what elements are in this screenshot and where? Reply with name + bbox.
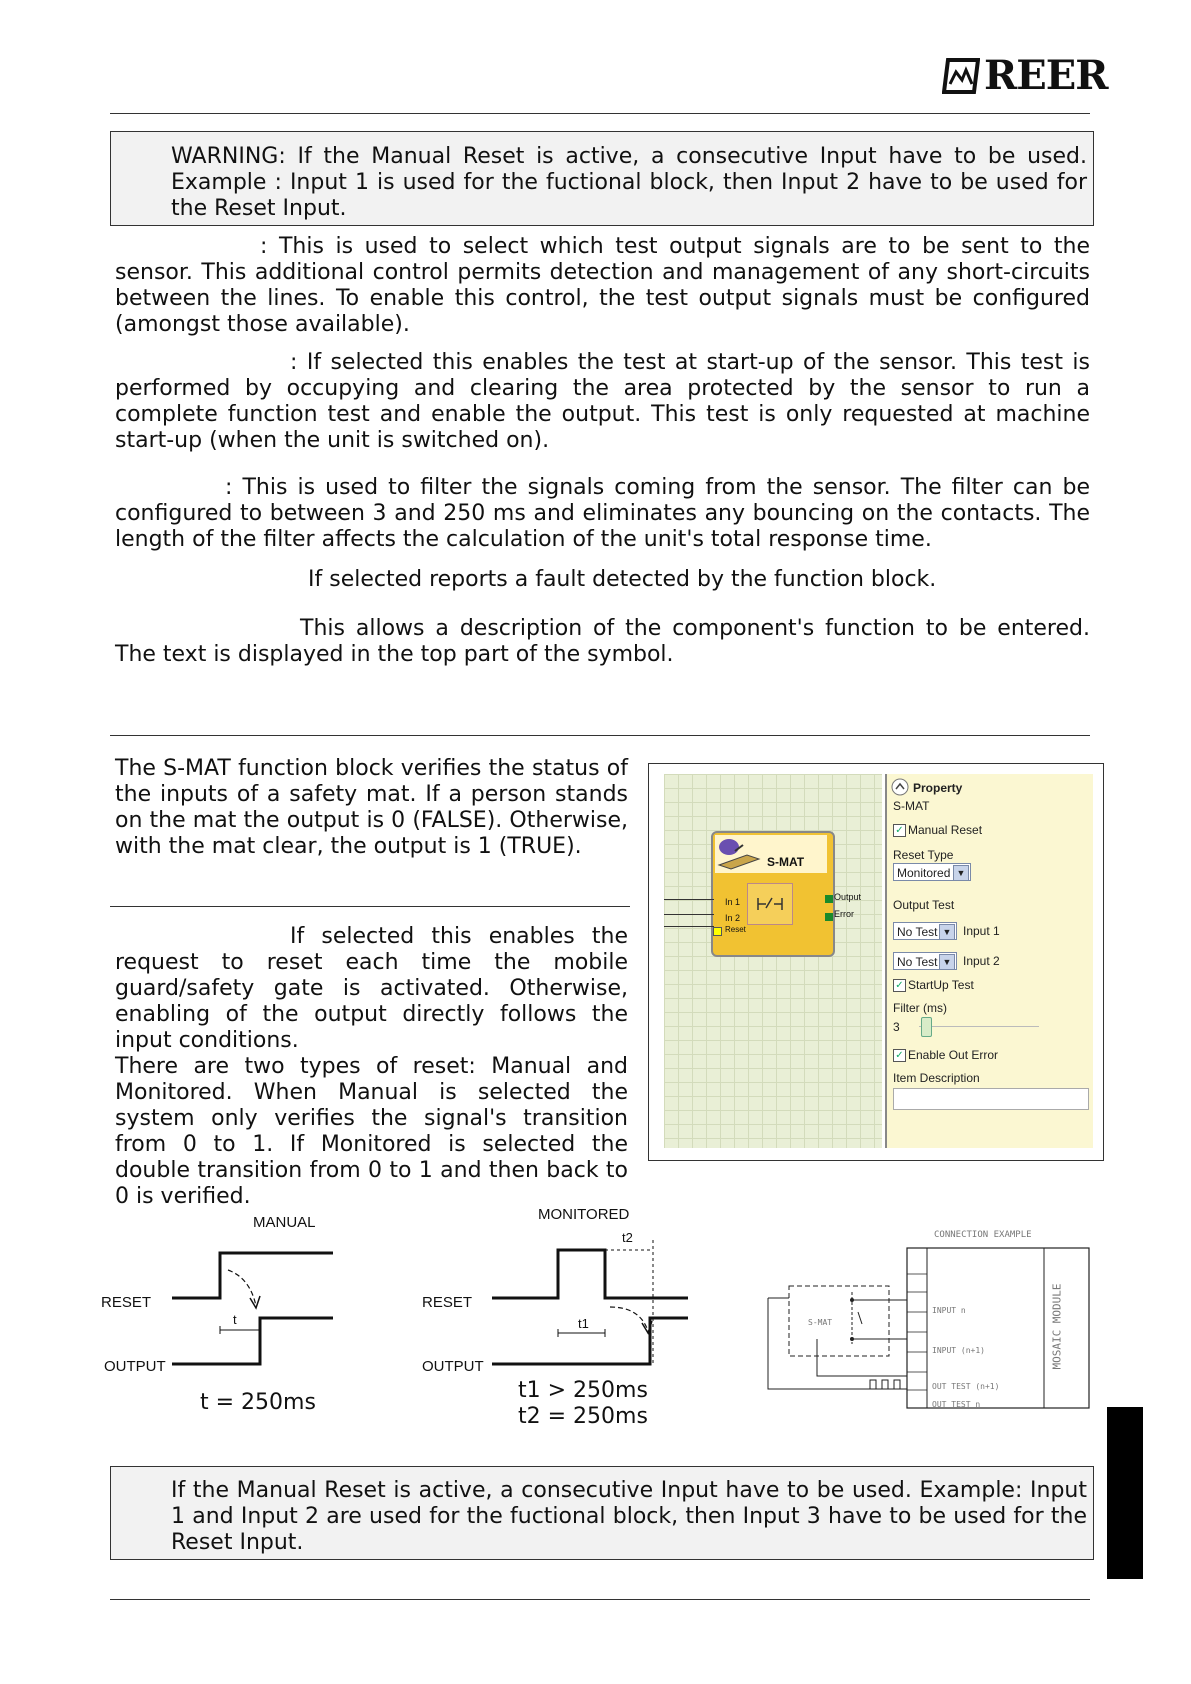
output-test-2-select[interactable]: No Test ▼ bbox=[893, 952, 957, 970]
filter-value: 3 bbox=[893, 1020, 900, 1034]
output-test-description: : This is used to select which test output signals are to be sent to the sensor. This additional control permits detection and management of any short-circuits between the lines. To enable this control, the test output signals must be configured (amongst those available). bbox=[115, 234, 1090, 337]
filter-description: : This is used to filter the signals coming from the sensor. The filter can be configured to between 3 and 250 ms and eliminates any bouncing on the contacts. The length of the filter affects the calculation of the unit's total response time. bbox=[115, 475, 1090, 552]
output-test-2-input: Input 2 bbox=[963, 954, 1000, 968]
module-label: MOSAIC MODULE bbox=[1050, 1283, 1064, 1370]
contact-icon bbox=[748, 884, 792, 924]
manual-reset-label: RESET bbox=[101, 1294, 152, 1311]
check-icon: ✓ bbox=[893, 1049, 906, 1062]
check-icon: ✓ bbox=[893, 979, 906, 992]
smat-block[interactable] bbox=[711, 831, 835, 957]
mat-label: S-MAT bbox=[808, 1318, 833, 1327]
enable-out-error-checkbox[interactable]: ✓ Enable Out Error bbox=[893, 1048, 998, 1062]
panel-block-name: S-MAT bbox=[893, 799, 930, 813]
chapter-tab bbox=[1107, 1407, 1143, 1579]
monitored-equation-2: t2 = 250ms bbox=[518, 1404, 648, 1429]
output-test-1-input: Input 1 bbox=[963, 924, 1000, 938]
column-rule bbox=[110, 906, 630, 907]
pin-in1[interactable]: In 1 bbox=[725, 897, 741, 907]
logo-text: REER bbox=[984, 52, 1108, 99]
error-pin[interactable] bbox=[825, 913, 833, 921]
manual-diagram-title: MANUAL bbox=[253, 1214, 316, 1231]
pin-reset[interactable]: Reset bbox=[725, 925, 746, 934]
startup-test-description: : If selected this enables the test at start-up of the sensor. This test is performed by occupying and clearing the area protected by the sensor to run a complete function test and enable the output. This test is only requested at machine start-up (when the unit is switched on). bbox=[115, 350, 1090, 453]
manual-timing-diagram bbox=[170, 1240, 345, 1375]
warning-box-top bbox=[110, 131, 1094, 226]
switch-symbol bbox=[747, 883, 793, 925]
reset-type-label: Reset Type bbox=[893, 848, 954, 862]
warning-text-bottom: If the Manual Reset is active, a consecutive Input have to be used. Example: Input 1 and Input 2 are used for the fuctional block, then Input 3 have to be used for the Reset Input. bbox=[171, 1478, 1087, 1555]
input-n1-label: INPUT (n+1) bbox=[932, 1346, 985, 1355]
chevron-down-icon: ▼ bbox=[953, 865, 969, 881]
smat-intro: The S-MAT function block verifies the status of the inputs of a safety mat. If a person stands on the mat the output is 0 (FALSE). Otherwise, with the mat clear, the output is 1 (TRUE). bbox=[115, 756, 628, 859]
enable-out-error-description: If selected reports a fault detected by the function block. bbox=[308, 567, 937, 592]
connection-example bbox=[762, 1226, 1102, 1416]
filter-label: Filter (ms) bbox=[893, 1001, 947, 1015]
check-icon: ✓ bbox=[893, 824, 906, 837]
warning-text-top: WARNING: If the Manual Reset is active, a consecutive Input have to be used. Example : Input 1 is used for the fuctional block, then Input 2 have to be used for the Reset Input. bbox=[171, 144, 1087, 221]
out-test-n-label: OUT TEST n bbox=[932, 1400, 981, 1409]
output-pin[interactable] bbox=[825, 895, 833, 903]
monitored-output-label: OUTPUT bbox=[422, 1358, 484, 1375]
reset-types-description: There are two types of reset: Manual and Monitored. When Manual is selected the system only verifies the signal's transition from 0 to 1. If Monitored is selected the double transition from 0 to 1 and then back to 0 is verified. bbox=[115, 1054, 628, 1209]
output-test-1-select[interactable]: No Test ▼ bbox=[893, 922, 957, 940]
pin-in2[interactable]: In 2 bbox=[725, 913, 741, 923]
filter-slider-thumb[interactable] bbox=[921, 1017, 932, 1037]
output-pin-label: Output bbox=[834, 892, 862, 902]
section-rule bbox=[110, 735, 1090, 736]
manual-equation: t = 250ms bbox=[200, 1390, 316, 1415]
safety-mat-icon bbox=[717, 837, 761, 871]
item-description-description: This allows a description of the component's function to be entered. The text is displayed in the top part of the symbol. bbox=[115, 616, 1090, 667]
collapse-icon[interactable] bbox=[891, 778, 909, 796]
chevron-down-icon: ▼ bbox=[939, 924, 955, 940]
chevron-down-icon: ▼ bbox=[939, 954, 955, 970]
monitored-timing-diagram bbox=[490, 1235, 690, 1375]
item-description-input[interactable] bbox=[893, 1088, 1089, 1110]
header-rule bbox=[110, 113, 1090, 114]
design-canvas bbox=[664, 774, 882, 1148]
monitored-t1-label: t1 bbox=[578, 1316, 589, 1331]
connection-title: CONNECTION EXAMPLE bbox=[934, 1230, 1032, 1240]
filter-slider-track[interactable] bbox=[919, 1026, 1039, 1027]
monitored-equation-1: t1 > 250ms bbox=[518, 1378, 648, 1403]
wire-in2 bbox=[664, 914, 714, 915]
wire-in1 bbox=[664, 899, 714, 900]
logo-mark-icon bbox=[942, 58, 980, 94]
monitored-reset-label: RESET bbox=[422, 1294, 473, 1311]
manual-output-label: OUTPUT bbox=[104, 1358, 166, 1375]
manual-t-label: t bbox=[233, 1312, 237, 1327]
reset-pin[interactable] bbox=[713, 927, 722, 936]
manual-reset-checkbox[interactable]: ✓ Manual Reset bbox=[893, 823, 982, 837]
startup-test-checkbox[interactable]: ✓ StartUp Test bbox=[893, 978, 974, 992]
item-description-label: Item Description bbox=[893, 1071, 980, 1085]
monitored-t2-label: t2 bbox=[622, 1230, 633, 1245]
panel-title: Property bbox=[913, 781, 963, 795]
monitored-diagram-title: MONITORED bbox=[538, 1206, 630, 1223]
property-panel bbox=[885, 774, 1093, 1148]
reer-logo bbox=[942, 52, 1108, 99]
warning-box-bottom bbox=[110, 1466, 1094, 1560]
input-n-label: INPUT n bbox=[932, 1306, 966, 1315]
reset-type-select[interactable]: Monitored ▼ bbox=[893, 863, 971, 881]
error-pin-label: Error bbox=[834, 909, 854, 919]
manual-reset-description: If selected this enables the request to reset each time the mobile guard/safety gate is activated. Otherwise, enabling of the output directly follows the input conditions. bbox=[115, 924, 628, 1053]
footer-rule bbox=[110, 1599, 1090, 1600]
out-test-n1-label: OUT TEST (n+1) bbox=[932, 1382, 1000, 1391]
wire-reset bbox=[664, 926, 714, 927]
output-test-label: Output Test bbox=[893, 898, 955, 912]
block-title: S-MAT bbox=[767, 855, 805, 869]
software-screenshot bbox=[648, 763, 1104, 1161]
